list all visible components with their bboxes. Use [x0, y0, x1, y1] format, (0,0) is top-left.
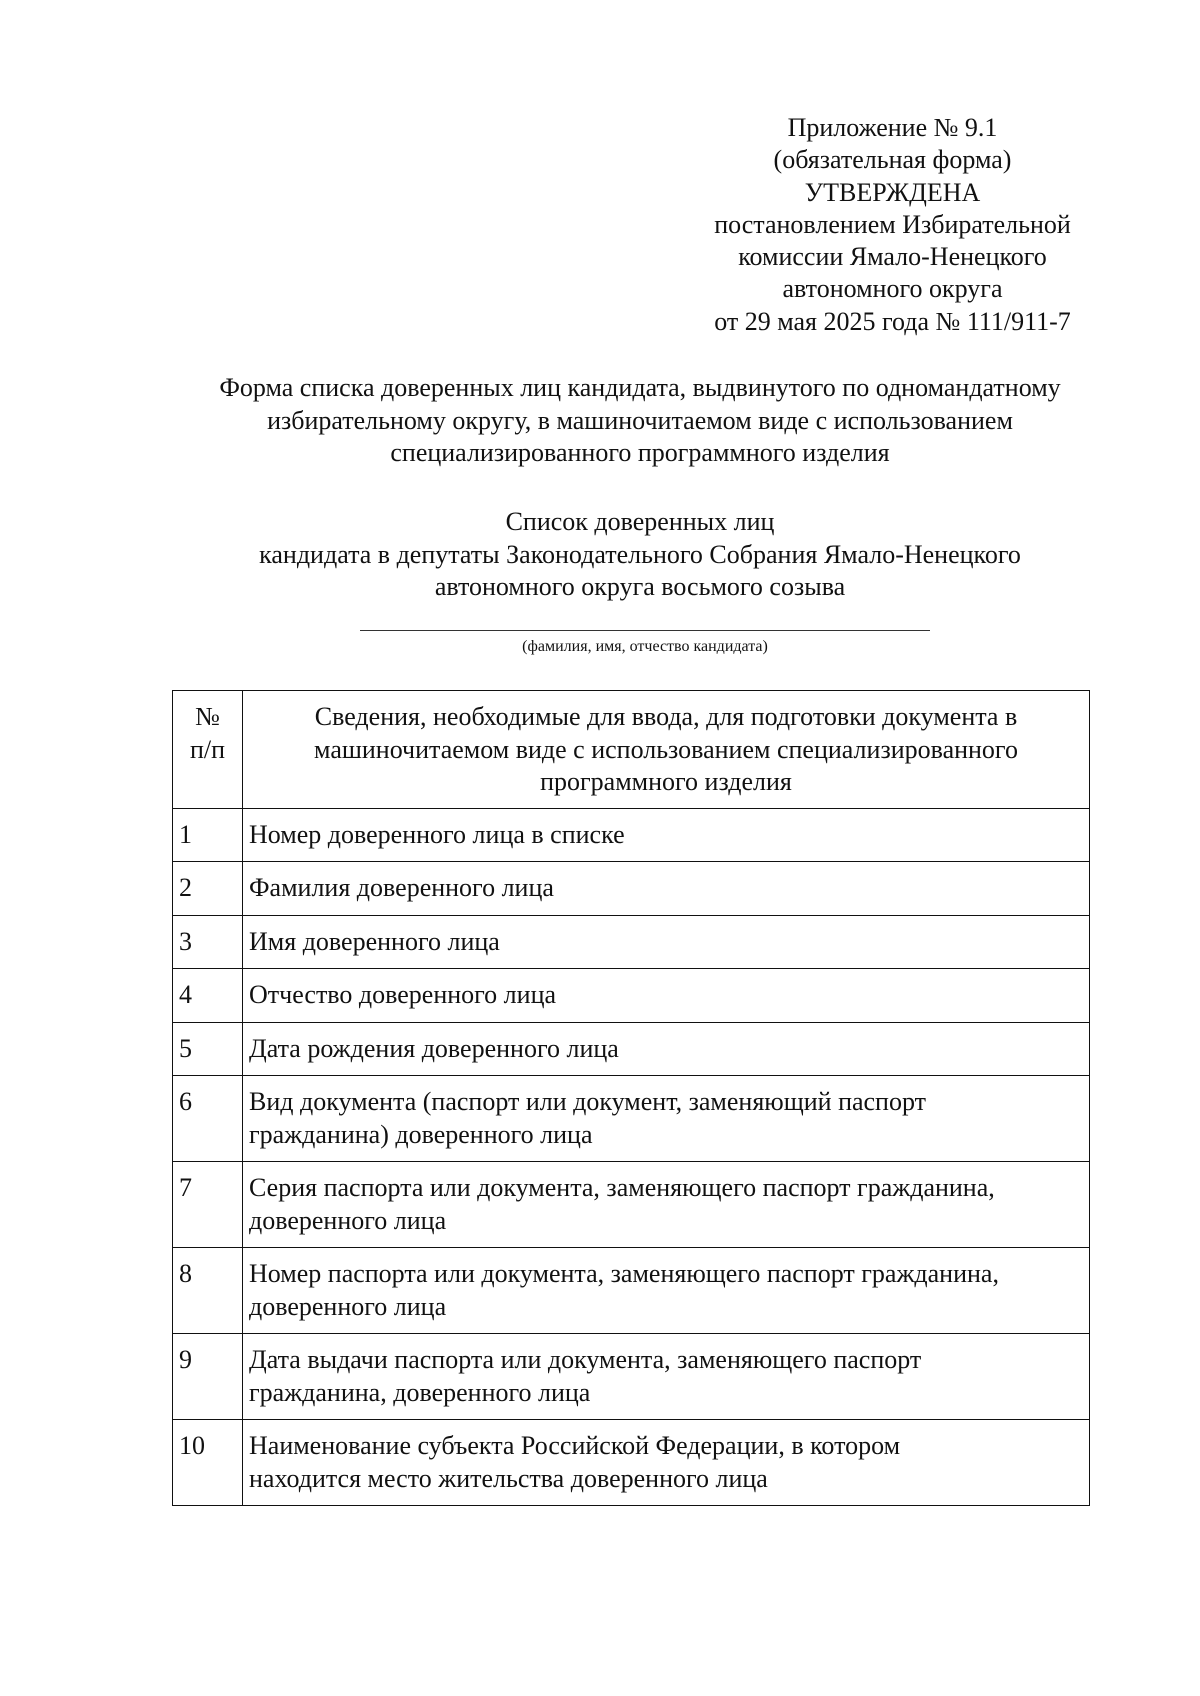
row-description: [243, 1022, 1090, 1076]
row-description-line: гражданина) доверенного лица: [249, 1119, 593, 1149]
row-description-line: Имя доверенного лица: [249, 926, 500, 956]
row-description-line: доверенного лица: [249, 1205, 447, 1235]
row-description: [243, 915, 1090, 969]
form-title-line: Форма списка доверенных лиц кандидата, выдвинутого по одномандатному: [219, 373, 1061, 402]
approval-authority-line: комиссии Ямало-Ненецкого: [738, 242, 1047, 272]
form-title: [160, 372, 1120, 470]
list-title: [160, 506, 1120, 604]
row-number: 3: [173, 915, 243, 969]
mandatory-form-note: (обязательная форма): [773, 145, 1012, 175]
column-header-info-line: Сведения, необходимые для ввода, для подготовки документа в: [314, 702, 1018, 731]
row-description: [243, 1420, 1090, 1506]
approval-block: [690, 112, 1095, 338]
table-header-row: [173, 691, 1090, 809]
list-title-line: кандидата в депутаты Законодательного Собрания Ямало-Ненецкого: [259, 539, 1021, 569]
row-number: 7: [173, 1162, 243, 1248]
candidate-name-blank-line: [360, 630, 930, 631]
approval-authority-line: автономного округа: [782, 274, 1003, 304]
row-description: [243, 1248, 1090, 1334]
form-title-line: специализированного программного изделия: [390, 438, 890, 467]
table-row: [173, 862, 1090, 916]
table-row: [173, 1162, 1090, 1248]
table-row: [173, 969, 1090, 1023]
list-title-line: Список доверенных лиц: [505, 507, 775, 536]
row-number: 6: [173, 1076, 243, 1162]
row-description-line: Дата рождения доверенного лица: [249, 1033, 619, 1063]
table-row: [173, 1022, 1090, 1076]
row-number: 1: [173, 808, 243, 862]
row-description-line: Номер доверенного лица в списке: [249, 819, 625, 849]
approval-date-number: от 29 мая 2025 года № 111/911-7: [714, 306, 1071, 336]
approved-label: УТВЕРЖДЕНА: [804, 177, 981, 207]
fields-table: [172, 690, 1090, 1506]
column-header-number-line: п/п: [189, 734, 226, 764]
row-description: [243, 969, 1090, 1023]
row-description-line: гражданина, доверенного лица: [249, 1377, 591, 1407]
table-row: [173, 1420, 1090, 1506]
row-description-line: Номер паспорта или документа, заменяющего паспорт гражданина,: [249, 1259, 999, 1288]
row-number: 10: [173, 1420, 243, 1506]
list-title-line: автономного округа восьмого созыва: [434, 572, 846, 601]
row-description-line: Дата выдачи паспорта или документа, заменяющего паспорт: [249, 1345, 922, 1374]
table-row: [173, 808, 1090, 862]
column-header-info: [243, 691, 1090, 809]
row-description-line: Серия паспорта или документа, заменяющего паспорт гражданина,: [249, 1173, 995, 1202]
row-description: [243, 862, 1090, 916]
row-description-line: Отчество доверенного лица: [249, 980, 557, 1009]
row-description: [243, 808, 1090, 862]
column-header-number-line: №: [195, 702, 220, 731]
row-number: 4: [173, 969, 243, 1023]
candidate-name-caption: (фамилия, имя, отчество кандидата): [522, 638, 768, 655]
row-description: [243, 1076, 1090, 1162]
column-header-number: [173, 691, 243, 809]
row-description: [243, 1334, 1090, 1420]
table-row: [173, 1334, 1090, 1420]
row-description: [243, 1162, 1090, 1248]
row-number: 2: [173, 862, 243, 916]
form-title-line: избирательному округу, в машиночитаемом виде с использованием: [267, 405, 1013, 435]
table-row: [173, 1076, 1090, 1162]
column-header-info-line: программного изделия: [540, 767, 792, 796]
table-row: [173, 1248, 1090, 1334]
table-row: [173, 915, 1090, 969]
row-number: 8: [173, 1248, 243, 1334]
row-description-line: Вид документа (паспорт или документ, заменяющий паспорт: [249, 1087, 926, 1116]
approval-authority-line: постановлением Избирательной: [714, 209, 1071, 239]
row-description-line: Наименование субъекта Российской Федерации, в котором: [249, 1431, 901, 1460]
appendix-number: Приложение № 9.1: [787, 113, 998, 142]
row-number: 9: [173, 1334, 243, 1420]
row-description-line: находится место жительства доверенного лица: [249, 1463, 768, 1493]
row-description-line: доверенного лица: [249, 1291, 447, 1321]
row-number: 5: [173, 1022, 243, 1076]
row-description-line: Фамилия доверенного лица: [249, 873, 554, 902]
column-header-info-line: машиночитаемом виде с использованием специализированного: [314, 734, 1018, 764]
